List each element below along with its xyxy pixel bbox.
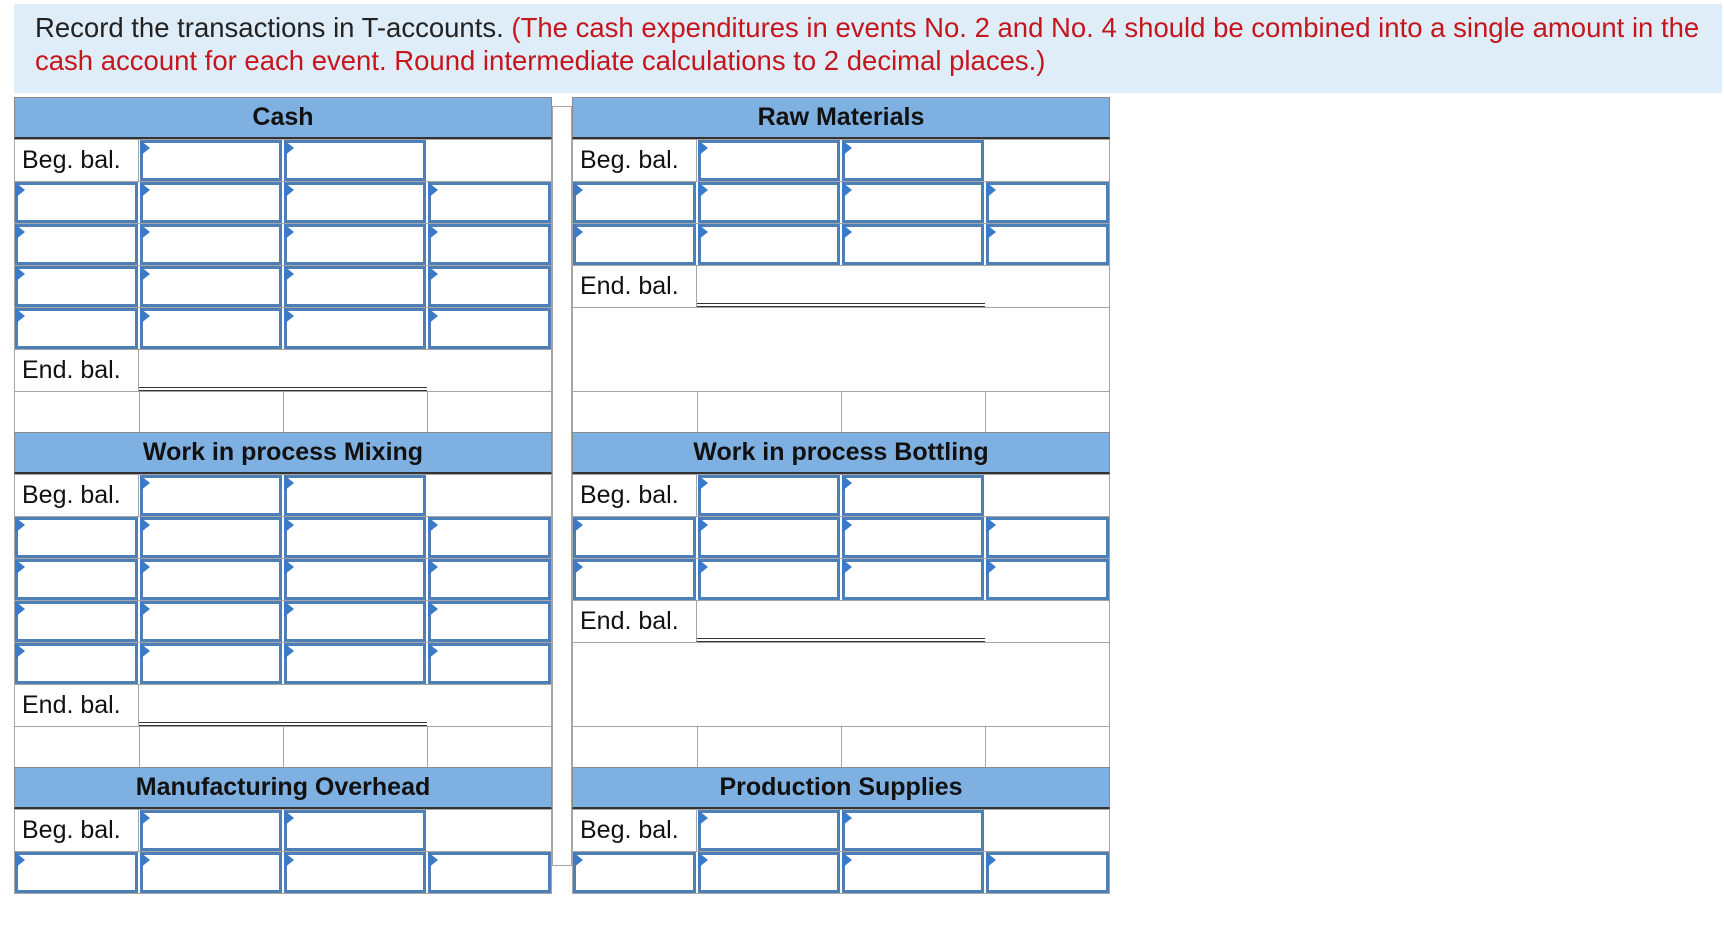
beg-bal-label: Beg. bal.	[572, 139, 697, 182]
cell-divider	[697, 726, 698, 769]
account-title: Raw Materials	[757, 103, 925, 131]
credit-input[interactable]	[284, 182, 426, 223]
entry-account-select[interactable]	[573, 852, 696, 893]
entry-account-select[interactable]	[428, 308, 551, 349]
entry-account-select[interactable]	[428, 601, 551, 642]
debit-input[interactable]	[698, 475, 840, 516]
credit-input[interactable]	[284, 266, 426, 307]
beg-bal-label: Beg. bal.	[572, 809, 697, 852]
credit-input[interactable]	[284, 224, 426, 265]
end-bal-label: End. bal.	[14, 349, 139, 392]
total-field	[841, 266, 985, 307]
entry-account-select[interactable]	[428, 182, 551, 223]
cell-divider	[283, 726, 284, 769]
debit-input[interactable]	[140, 601, 282, 642]
instructions-text: Record the transactions in T-accounts.	[35, 12, 512, 43]
credit-input[interactable]	[284, 643, 426, 684]
account-title: Cash	[252, 103, 314, 131]
credit-input[interactable]	[842, 810, 984, 851]
entry-account-select[interactable]	[573, 224, 696, 265]
entry-account-select[interactable]	[15, 182, 138, 223]
beg-bal-label: Beg. bal.	[14, 139, 139, 182]
instructions-note: (The cash expenditures in events No. 2 and No. 4 should be combined into a single amount in the cash account for each event. Round intermediate calculations to 2 decimal places.)	[35, 12, 1700, 76]
debit-input[interactable]	[140, 182, 282, 223]
credit-input[interactable]	[284, 559, 426, 600]
cell-divider	[841, 726, 842, 769]
cell-divider	[283, 391, 284, 434]
entry-account-select[interactable]	[15, 266, 138, 307]
total-field	[697, 601, 841, 642]
entry-account-select[interactable]	[428, 224, 551, 265]
account-header	[14, 97, 552, 139]
credit-input[interactable]	[284, 308, 426, 349]
end-bal-label: End. bal.	[572, 600, 697, 643]
debit-input[interactable]	[698, 224, 840, 265]
credit-input[interactable]	[842, 182, 984, 223]
debit-input[interactable]	[698, 852, 840, 893]
cell-divider	[139, 391, 140, 434]
total-field	[139, 350, 283, 391]
cell-divider	[427, 726, 428, 769]
debit-input[interactable]	[698, 559, 840, 600]
beg-bal-label: Beg. bal.	[14, 809, 139, 852]
account-title: Manufacturing Overhead	[135, 773, 431, 801]
entry-account-select[interactable]	[15, 308, 138, 349]
entry-account-select[interactable]	[428, 643, 551, 684]
entry-account-select[interactable]	[986, 852, 1109, 893]
total-field	[697, 266, 841, 307]
credit-input[interactable]	[842, 559, 984, 600]
credit-input[interactable]	[842, 475, 984, 516]
entry-account-select[interactable]	[986, 559, 1109, 600]
end-bal-label: End. bal.	[572, 265, 697, 308]
entry-account-select[interactable]	[428, 852, 551, 893]
account-header	[572, 97, 1110, 139]
entry-account-select[interactable]	[573, 559, 696, 600]
entry-account-select[interactable]	[986, 224, 1109, 265]
entry-account-select[interactable]	[573, 517, 696, 558]
cell-divider	[427, 391, 428, 434]
entry-account-select[interactable]	[428, 517, 551, 558]
entry-account-select[interactable]	[986, 182, 1109, 223]
cell-divider	[139, 726, 140, 769]
debit-input[interactable]	[140, 308, 282, 349]
instructions-panel	[14, 4, 1722, 93]
entry-account-select[interactable]	[15, 517, 138, 558]
cell-divider	[985, 391, 986, 434]
column-separator	[552, 106, 572, 866]
debit-input[interactable]	[698, 517, 840, 558]
credit-input[interactable]	[284, 517, 426, 558]
debit-input[interactable]	[140, 140, 282, 181]
account-title: Work in process Mixing	[142, 438, 424, 466]
cell-divider	[841, 391, 842, 434]
end-bal-label: End. bal.	[14, 684, 139, 727]
account-title: Work in process Bottling	[693, 438, 989, 466]
account-title: Production Supplies	[719, 773, 963, 801]
debit-input[interactable]	[140, 852, 282, 893]
debit-input[interactable]	[140, 643, 282, 684]
entry-account-select[interactable]	[15, 601, 138, 642]
debit-input[interactable]	[698, 182, 840, 223]
empty-area	[572, 307, 1110, 392]
credit-input[interactable]	[284, 810, 426, 851]
entry-account-select[interactable]	[15, 643, 138, 684]
empty-area	[572, 642, 1110, 727]
account-header	[14, 432, 552, 474]
entry-account-select[interactable]	[428, 266, 551, 307]
credit-input[interactable]	[842, 852, 984, 893]
account-header	[572, 432, 1110, 474]
entry-account-select[interactable]	[428, 559, 551, 600]
entry-account-select[interactable]	[573, 182, 696, 223]
total-field	[139, 685, 283, 726]
credit-input[interactable]	[842, 517, 984, 558]
entry-account-select[interactable]	[15, 559, 138, 600]
credit-input[interactable]	[284, 601, 426, 642]
debit-input[interactable]	[140, 559, 282, 600]
debit-input[interactable]	[140, 810, 282, 851]
entry-account-select[interactable]	[986, 517, 1109, 558]
beg-bal-label: Beg. bal.	[14, 474, 139, 517]
total-field	[841, 601, 985, 642]
entry-account-select[interactable]	[15, 852, 138, 893]
beg-bal-label: Beg. bal.	[572, 474, 697, 517]
credit-input[interactable]	[284, 475, 426, 516]
account-header	[572, 767, 1110, 809]
cell-divider	[985, 726, 986, 769]
credit-input[interactable]	[284, 852, 426, 893]
debit-input[interactable]	[140, 224, 282, 265]
debit-input[interactable]	[140, 517, 282, 558]
debit-input[interactable]	[698, 810, 840, 851]
account-header	[14, 767, 552, 809]
total-field	[283, 350, 427, 391]
cell-divider	[697, 391, 698, 434]
debit-input[interactable]	[140, 266, 282, 307]
total-field	[283, 685, 427, 726]
credit-input[interactable]	[284, 140, 426, 181]
debit-input[interactable]	[698, 140, 840, 181]
debit-input[interactable]	[140, 475, 282, 516]
credit-input[interactable]	[842, 224, 984, 265]
entry-account-select[interactable]	[15, 224, 138, 265]
credit-input[interactable]	[842, 140, 984, 181]
